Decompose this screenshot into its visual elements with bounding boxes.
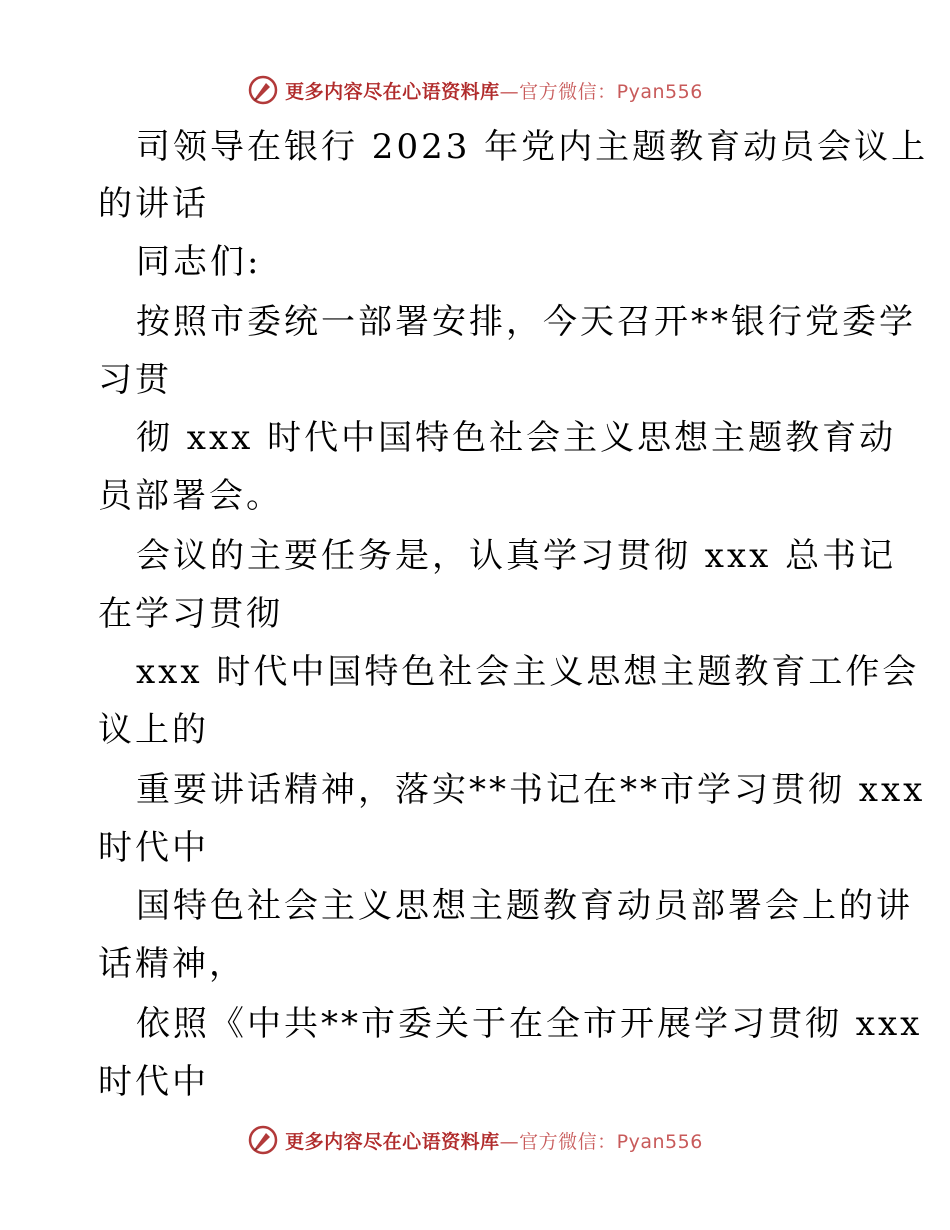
header-banner-main: 更多内容尽在心语资料库 (285, 80, 500, 103)
footer-banner-text (285, 1127, 703, 1154)
footer-banner-wechat: 官方微信：Pyan556 (519, 1130, 703, 1153)
header-banner (0, 73, 950, 107)
paragraph-line: 时代中 (98, 1062, 209, 1102)
paragraph-line: 员部署会。 (98, 476, 283, 516)
paragraph-line: xxx 时代中国特色社会主义思想主题教育工作会 (136, 652, 920, 692)
footer-banner-main: 更多内容尽在心语资料库 (285, 1130, 500, 1153)
pen-nib-logo-icon (247, 74, 279, 106)
paragraph-line: 在学习贯彻 (98, 594, 283, 634)
title-line-1: 司领导在银行 2023 年党内主题教育动员会议上 (136, 127, 929, 167)
header-banner-wechat: 官方微信：Pyan556 (519, 80, 703, 103)
header-banner-text (285, 77, 703, 104)
paragraph-line: 话精神， (98, 944, 246, 984)
paragraph-line: 依照《中共**市委关于在全市开展学习贯彻 xxx (136, 1004, 923, 1044)
paragraph-line: 议上的 (98, 710, 209, 750)
salutation: 同志们: (136, 242, 262, 282)
paragraph-line: 重要讲话精神，落实**书记在**市学习贯彻 xxx (136, 770, 926, 810)
footer-banner-separator: — (499, 1130, 520, 1153)
header-banner-separator: — (499, 80, 520, 103)
paragraph-line: 时代中 (98, 828, 209, 868)
title-line-2: 的讲话 (98, 184, 209, 224)
paragraph-line: 按照市委统一部署安排，今天召开**银行党委学 (136, 302, 916, 342)
paragraph-line: 国特色社会主义思想主题教育动员部署会上的讲 (136, 886, 913, 926)
paragraph-line: 彻 xxx 时代中国特色社会主义思想主题教育动 (136, 418, 897, 458)
paragraph-line: 习贯 (98, 360, 172, 400)
pen-nib-logo-icon (247, 1124, 279, 1156)
paragraph-line: 会议的主要任务是，认真学习贯彻 xxx 总书记 (136, 536, 897, 576)
footer-banner (0, 1123, 950, 1157)
